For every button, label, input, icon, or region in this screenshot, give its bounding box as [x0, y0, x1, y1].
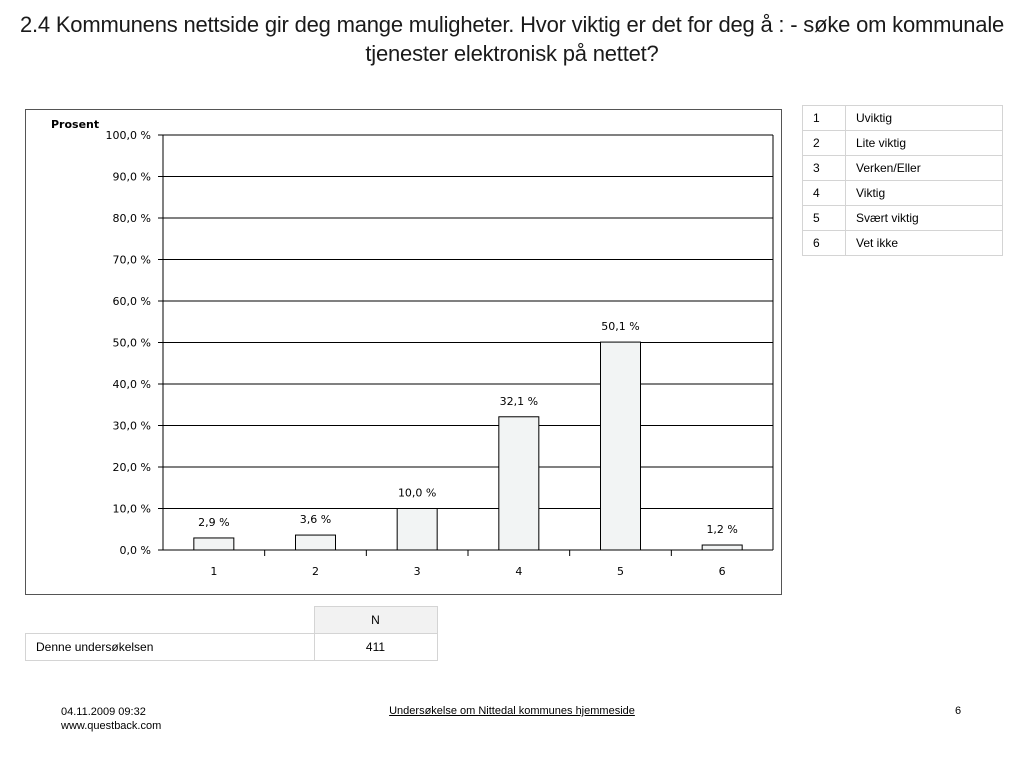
legend-label: Viktig — [846, 181, 1003, 206]
n-header: N — [314, 607, 437, 634]
x-tick-label: 2 — [312, 565, 319, 578]
y-tick-label: 70,0 % — [112, 253, 151, 267]
bar-chart — [26, 110, 783, 596]
y-tick-label: 10,0 % — [112, 502, 151, 516]
legend-code: 4 — [803, 181, 846, 206]
legend-row — [803, 131, 1003, 156]
legend-row — [803, 206, 1003, 231]
legend-code: 6 — [803, 231, 846, 256]
n-value: 411 — [314, 634, 437, 661]
bar-value-label: 50,1 % — [601, 320, 640, 334]
bar — [702, 545, 742, 550]
legend-label: Lite viktig — [846, 131, 1003, 156]
bar-value-label: 2,9 % — [198, 515, 230, 529]
chart-frame — [25, 109, 782, 595]
legend-label: Uviktig — [846, 106, 1003, 131]
bar-value-label: 32,1 % — [499, 394, 539, 408]
row-label: Denne undersøkelsen — [26, 634, 315, 661]
legend-row — [803, 106, 1003, 131]
page-title: 2.4 Kommunens nettside gir deg mange muligheter. Hvor viktig er det for deg å : - søke om kommunale tjenester elektronisk på nettet? — [19, 12, 1005, 66]
y-tick-label: 40,0 % — [112, 378, 151, 391]
x-tick-label: 3 — [413, 565, 421, 578]
x-tick-label: 5 — [617, 565, 624, 578]
y-tick-label: 80,0 % — [112, 212, 151, 225]
bar — [499, 417, 539, 550]
bar — [601, 342, 641, 550]
x-tick-label: 1 — [210, 565, 218, 578]
y-tick-label: 50,0 % — [112, 336, 151, 350]
bar — [296, 535, 336, 550]
legend-table — [802, 105, 1003, 256]
bar — [194, 538, 234, 550]
footer-site: www.questback.com — [61, 720, 162, 732]
legend-code: 1 — [803, 106, 846, 131]
y-tick-label: 20,0 % — [112, 461, 151, 474]
bar-value-label: 3,6 % — [299, 513, 332, 527]
footer-date: 04.11.2009 09:32 — [61, 706, 146, 718]
y-axis-label: Prosent — [51, 118, 100, 131]
legend-label: Vet ikke — [846, 231, 1003, 256]
x-tick-label: 6 — [718, 565, 726, 578]
bar — [397, 509, 437, 551]
legend-code: 2 — [803, 131, 846, 156]
respondent-count-table — [25, 606, 438, 661]
legend-row — [803, 156, 1003, 181]
page-number: 6 — [955, 705, 962, 717]
bar-value-label: 10,0 % — [397, 486, 437, 500]
legend-code: 5 — [803, 206, 846, 231]
table-row — [26, 634, 438, 661]
legend-row — [803, 181, 1003, 206]
y-tick-label: 30,0 % — [112, 419, 151, 433]
y-tick-label: 90,0 % — [112, 170, 151, 184]
y-tick-label: 100,0 % — [105, 129, 151, 142]
legend-label: Svært viktig — [846, 206, 1003, 231]
bar-value-label: 1,2 % — [706, 523, 738, 537]
footer-survey-title: Undersøkelse om Nittedal kommunes hjemmeside — [389, 705, 635, 717]
legend-label: Verken/Eller — [846, 156, 1003, 181]
x-tick-label: 4 — [515, 565, 523, 578]
legend-row — [803, 231, 1003, 256]
legend-code: 3 — [803, 156, 846, 181]
y-tick-label: 60,0 % — [112, 295, 151, 308]
y-tick-label: 0,0 % — [119, 544, 151, 557]
